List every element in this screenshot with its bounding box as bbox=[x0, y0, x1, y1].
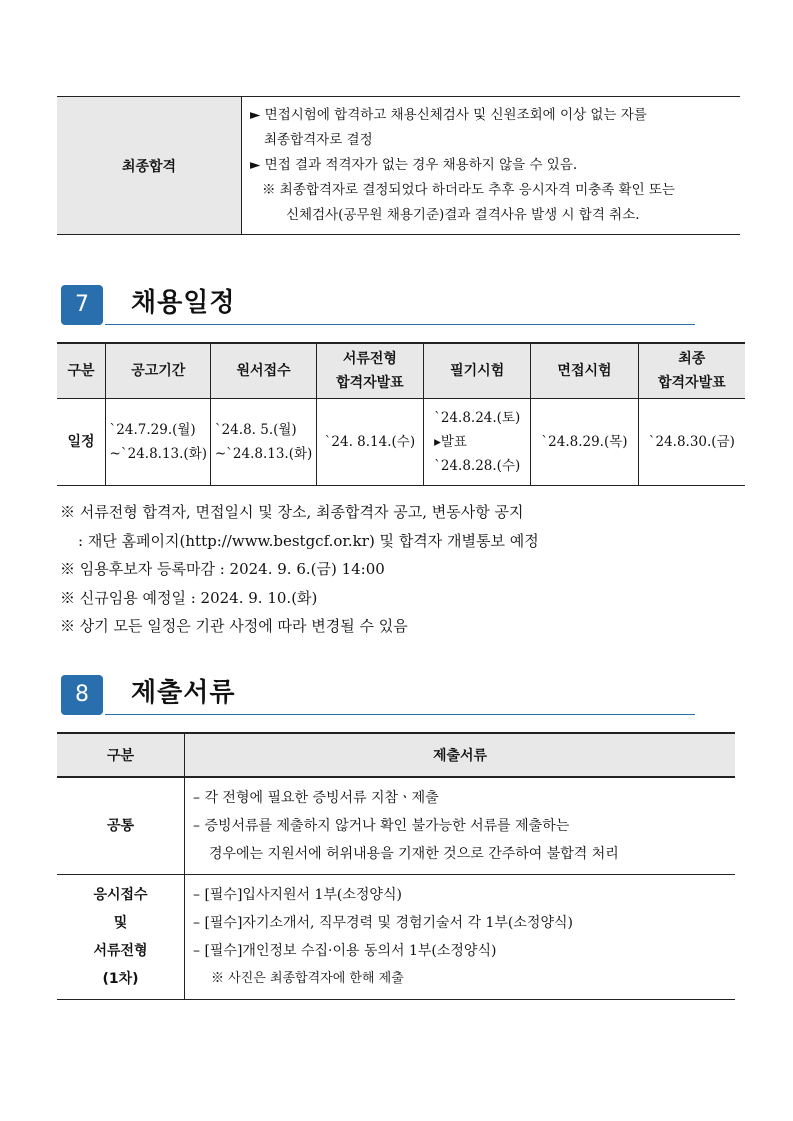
section-title: 제출서류 bbox=[131, 678, 236, 708]
final-pass-description bbox=[242, 97, 741, 235]
col-header: 구분 bbox=[57, 733, 185, 777]
date-line: `24.8.28.(수) bbox=[434, 458, 521, 474]
date-line: ~`24.8.13.(화) bbox=[214, 446, 313, 462]
date-line: ▸발표 bbox=[434, 434, 467, 450]
doc-line: – [필수]개인정보 수집·이용 동의서 1부(소정양식) bbox=[193, 943, 497, 959]
final-pass-table bbox=[57, 96, 740, 235]
announce-period bbox=[106, 399, 211, 486]
final-line: ► 면접시험에 합격하고 채용신체검사 및 신원조회에 이상 없는 자를 bbox=[250, 107, 647, 123]
section-underline bbox=[105, 714, 695, 715]
common-label: 공통 bbox=[57, 777, 185, 875]
col-header-line: 합격자발표 bbox=[336, 375, 404, 391]
doc-line: – 증빙서류를 제출하지 않거나 확인 불가능한 서류를 제출하는 bbox=[193, 818, 570, 834]
final-line: ► 면접 결과 적격자가 없는 경우 채용하지 않을 수 있음. bbox=[250, 157, 578, 173]
col-header: 제출서류 bbox=[185, 733, 736, 777]
col-header bbox=[638, 343, 745, 399]
col-header: 공고기간 bbox=[106, 343, 211, 399]
note-line: ※ 서류전형 합격자, 면접일시 및 장소, 최종합격자 공고, 변동사항 공지 bbox=[60, 503, 524, 521]
doc-line: – [필수]자기소개서, 직무경력 및 경험기술서 각 1부(소정양식) bbox=[193, 915, 573, 931]
section-underline bbox=[105, 324, 695, 325]
document-result-date: `24. 8.14.(수) bbox=[316, 399, 423, 486]
note-line: ※ 상기 모든 일정은 기관 사정에 따라 변경될 수 있음 bbox=[60, 617, 408, 635]
row-label: 일정 bbox=[57, 399, 106, 486]
date-line: `24.8.24.(토) bbox=[434, 410, 521, 426]
section-number-badge: 8 bbox=[61, 675, 103, 715]
schedule-notes bbox=[60, 498, 539, 641]
note-line: ※ 신규임용 예정일 : 2024. 9. 10.(화) bbox=[60, 588, 318, 607]
doc-line: – [필수]입사지원서 1부(소정양식) bbox=[193, 887, 402, 903]
label-line: 서류전형 bbox=[93, 943, 148, 959]
date-line: `24.7.29.(월) bbox=[109, 422, 196, 438]
final-pass-label: 최종합격 bbox=[57, 97, 242, 235]
col-header-line: 서류전형 bbox=[342, 351, 397, 367]
col-header: 필기시험 bbox=[424, 343, 531, 399]
application-period bbox=[211, 399, 316, 486]
col-header-line: 합격자발표 bbox=[658, 375, 726, 391]
date-line: `24.8. 5.(월) bbox=[214, 422, 297, 438]
interview-date: `24.8.29.(목) bbox=[531, 399, 638, 486]
section-8-header bbox=[61, 675, 695, 719]
date-line: ~`24.8.13.(화) bbox=[109, 446, 208, 462]
col-header: 원서접수 bbox=[211, 343, 316, 399]
final-line: ※ 최종합격자로 결정되었다 하더라도 추후 응시자격 미충족 확인 또는 bbox=[262, 182, 675, 198]
section-7-header bbox=[61, 285, 695, 329]
documents-table bbox=[57, 732, 735, 1000]
doc-line: 경우에는 지원서에 허위내용을 기재한 것으로 간주하여 불합격 처리 bbox=[209, 846, 619, 862]
apply-documents bbox=[185, 875, 736, 1000]
written-exam-date bbox=[424, 399, 531, 486]
col-header: 구분 bbox=[57, 343, 106, 399]
final-line: 최종합격자로 결정 bbox=[264, 132, 373, 148]
label-line: (1차) bbox=[102, 971, 139, 987]
section-title: 채용일정 bbox=[131, 288, 236, 318]
label-line: 응시접수 bbox=[93, 887, 148, 903]
note-line: ※ 임용후보자 등록마감 : 2024. 9. 6.(금) 14:00 bbox=[60, 560, 385, 578]
doc-line: ※ 사진은 최종합격자에 한해 제출 bbox=[211, 971, 404, 986]
col-header bbox=[316, 343, 423, 399]
col-header: 면접시험 bbox=[531, 343, 638, 399]
apply-label bbox=[57, 875, 185, 1000]
label-line: 및 bbox=[113, 915, 128, 931]
col-header-line: 최종 bbox=[678, 351, 706, 367]
section-number-badge: 7 bbox=[61, 285, 103, 325]
schedule-table bbox=[57, 342, 745, 486]
final-line: 신체검사(공무원 채용기준)결과 결격사유 발생 시 합격 취소. bbox=[286, 207, 640, 223]
doc-line: – 각 전형에 필요한 증빙서류 지참ㆍ제출 bbox=[193, 790, 439, 806]
final-result-date: `24.8.30.(금) bbox=[638, 399, 745, 486]
note-line: : 재단 홈페이지(http://www.bestgcf.or.kr) 및 합격자 개별통보 예정 bbox=[78, 531, 539, 550]
common-documents bbox=[185, 777, 736, 875]
